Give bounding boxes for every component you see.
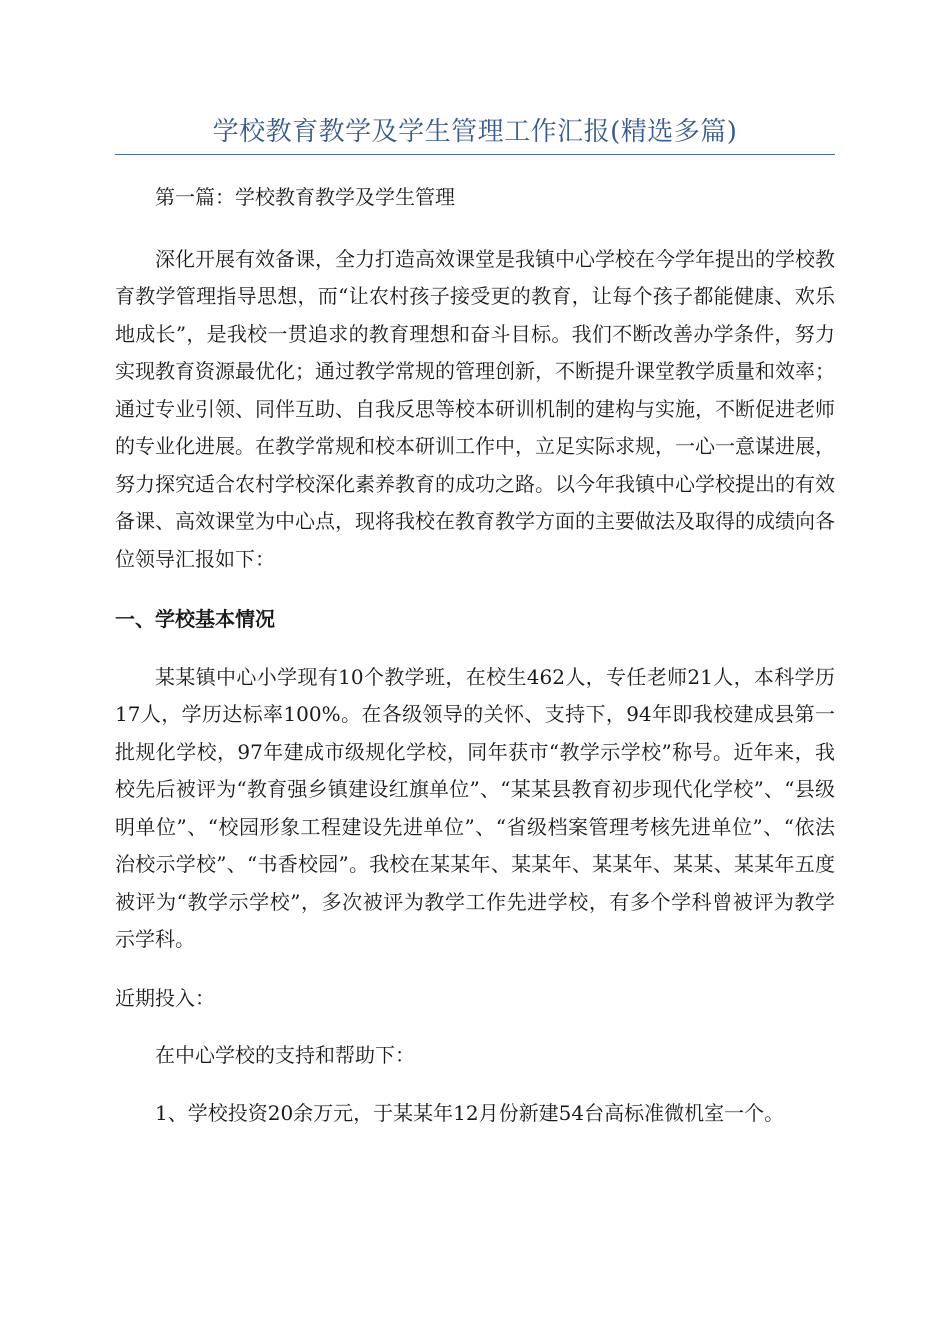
- support-line: 在中心学校的支持和帮助下：: [155, 1043, 415, 1067]
- intro-paragraph: 深化开展有效备课，全力打造高效课堂是我镇中心学校在今学年提出的学校教育教学管理指导思想，而“让农村孩子接受更的教育，让每个孩子都能健康、欢乐地成长”，是我校一贯追求的教育理想和奋斗目标。我们不断改善办学条件，努力实现教育资源最优化；通过教学常规的管理创新，不断提升课堂教学质量和效率；通过专业引领、同伴互助、自我反思等校本研训机制的建构与实施，不断促进老师的专业化进展。在教学常规和校本研训工作中，立足实际求规，一心一意谋进展，努力探究适合农村学校深化素养教育的成功之路。以今年我镇中心学校提出的有效备课、高效课堂为中心点，现将我校在教育教学方面的主要做法及取得的成绩向各位领导汇报如下：: [115, 246, 835, 571]
- section-heading-basic-info: 一、学校基本情况: [115, 607, 275, 631]
- article-subtitle: 第一篇：学校教育教学及学生管理: [155, 185, 455, 209]
- basic-info-paragraph: 某某镇中心小学现有10个教学班，在校生462人，专任老师21人，本科学历17人，学历达标率100%。在各级领导的关怀、支持下，94年即我校建成县第一批规化学校，97年建成市级规化学校，同年获市“教学示学校”称号。近年来，我校先后被评为“教育强乡镇建设红旗单位”、“某某县教育初步现代化学校”、“县级明单位”、“校园形象工程建设先进单位”、“省级档案管理考核先进单位”、“依法治校示学校”、“书香校园”。我校在某某年、某某年、某某年、某某、某某年五度被评为“教学示学校”，多次被评为教学工作先进学校，有多个学科曾被评为教学示学科。: [115, 664, 835, 951]
- document-page: [115, 112, 835, 1132]
- document-title: 学校教育教学及学生管理工作汇报(精选多篇): [115, 112, 835, 155]
- recent-investment-label: 近期投入：: [115, 985, 215, 1010]
- list-item: 1、学校投资20余万元，于某某年12月份新建54台高标准微机室一个。: [155, 1100, 785, 1125]
